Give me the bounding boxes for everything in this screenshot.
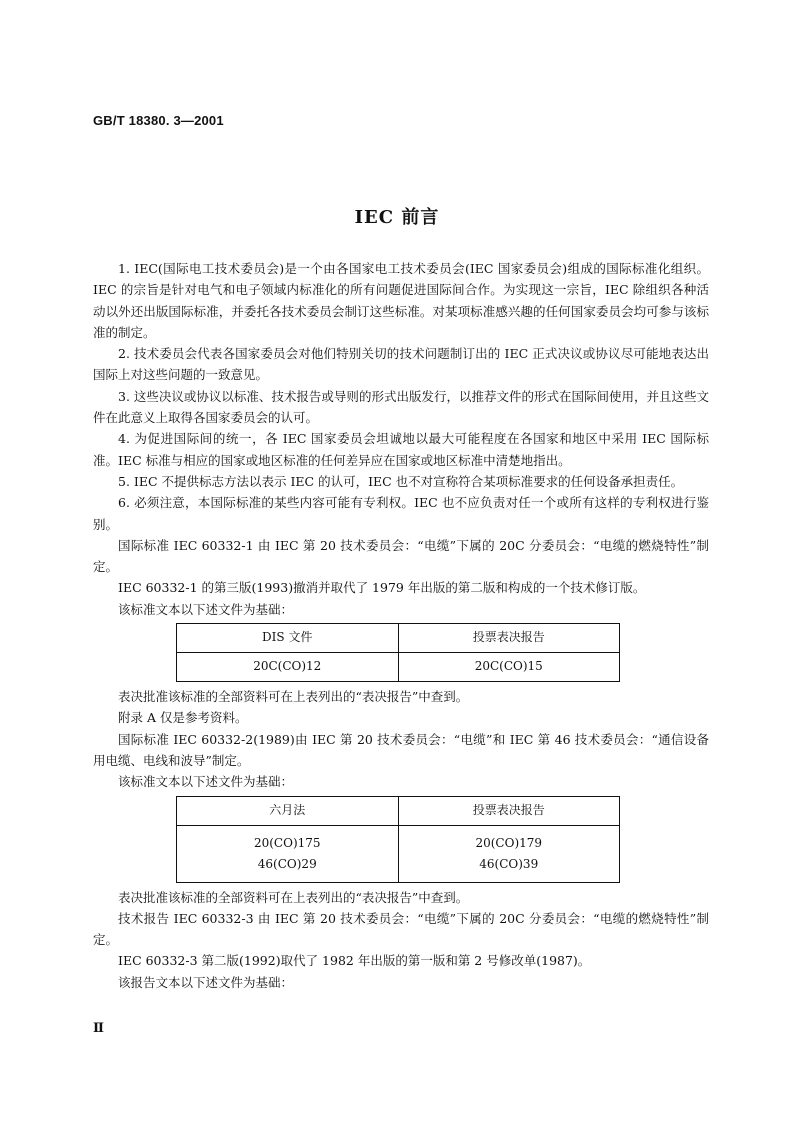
paragraph-11: 附录 A 仅是参考资料。: [118, 710, 248, 726]
paragraph-12: 国际标准 IEC 60332-2(1989)由 IEC 第 20 技术委员会：“电缆”和 IEC 第 46 技术委员会：“通信设备用电缆、电线和波导”制定。: [93, 731, 709, 768]
table-header-cell: DIS 文件: [177, 624, 399, 653]
cell-line: 46(CO)39: [479, 856, 539, 871]
paragraph-17: 该报告文本以下述文件为基础：: [118, 974, 294, 990]
paragraph-4: 4. 为促进国际间的统一，各 IEC 国家委员会坦诚地以最大可能程度在各国家和地区中采用 IEC 国际标准。IEC 标准与相应的国家或地区标准的任何差异应在国家或地区标准中清楚地指出。: [93, 431, 709, 468]
cell-line: 20(CO)179: [475, 835, 543, 850]
table-header-cell: 投票表决报告: [398, 624, 620, 653]
table-row: [177, 653, 620, 682]
table-header-row: [177, 796, 620, 825]
paragraph-16: IEC 60332-3 第二版(1992)取代了 1982 年出版的第一版和第 2 号修改单(1987)。: [118, 953, 591, 969]
paragraph-6: 6. 必须注意，本国际标准的某些内容可能有专利权。IEC 也不应负责对任一个或所有这样的专利权进行鉴别。: [93, 495, 709, 532]
paragraph-7: 国际标准 IEC 60332-1 由 IEC 第 20 技术委员会：“电缆”下属的 20C 分委员会：“电缆的燃烧特性”制定。: [93, 537, 709, 575]
page-number: Ⅱ: [93, 1021, 104, 1036]
paragraph-15: 技术报告 IEC 60332-3 由 IEC 第 20 技术委员会：“电缆”下属的 20C 分委员会：“电缆的燃烧特性”制定。: [93, 910, 709, 948]
paragraph-13: 该标准文本以下述文件为基础：: [118, 774, 294, 790]
paragraph-9: 该标准文本以下述文件为基础：: [118, 601, 294, 617]
paragraph-5: 5. IEC 不提供标志方法以表示 IEC 的认可，IEC 也不对宣称符合某项标准要求的任何设备承担责任。: [118, 473, 684, 489]
document-number: GB/T 18380. 3—2001: [93, 113, 224, 128]
cell-line: 20(CO)175: [253, 835, 321, 850]
page-title: IEC 前言: [354, 207, 440, 228]
table-cell: [398, 825, 620, 882]
paragraph-10: 表决批准该标准的全部资料可在上表列出的“表决报告”中查到。: [118, 689, 469, 705]
table-row: [177, 825, 620, 882]
table-header-cell: 投票表决报告: [398, 796, 620, 825]
document-body: [93, 258, 709, 993]
cell-line: 46(CO)29: [257, 856, 317, 871]
table-header-cell: 六月法: [177, 796, 399, 825]
paragraph-2: 2. 技术委员会代表各国家委员会对他们特别关切的技术问题制订出的 IEC 正式决议或协议尽可能地表达出国际上对这些问题的一致意见。: [93, 346, 709, 383]
paragraph-1: 1. IEC(国际电工技术委员会)是一个由各国家电工技术委员会(IEC 国家委员会)组成的国际标准化组织。IEC 的宗旨是针对电气和电子领域内标准化的所有问题促进国际间合作。为实现这一宗旨，IEC 除组织各种活动以外还出版国际标准，并委托各技术委员会制订这些标准。对某项标准感兴趣的任何国家委员会均可参与该标准的制定。: [93, 261, 709, 340]
document-table-2: [176, 796, 620, 883]
paragraph-8: IEC 60332-1 的第三版(1993)撤消并取代了 1979 年出版的第二版和构成的一个技术修订版。: [118, 580, 646, 596]
table-cell: 20C(CO)15: [398, 653, 620, 682]
table-cell: 20C(CO)12: [177, 653, 399, 682]
paragraph-14: 表决批准该标准的全部资料可在上表列出的“表决报告”中查到。: [118, 889, 469, 905]
table-cell: [177, 825, 399, 882]
paragraph-3: 3. 这些决议或协议以标准、技术报告或导则的形式出版发行，以推荐文件的形式在国际间使用，并且这些文件在此意义上取得各国家委员会的认可。: [93, 388, 709, 426]
document-table-1: [176, 623, 620, 682]
table-header-row: [177, 624, 620, 653]
